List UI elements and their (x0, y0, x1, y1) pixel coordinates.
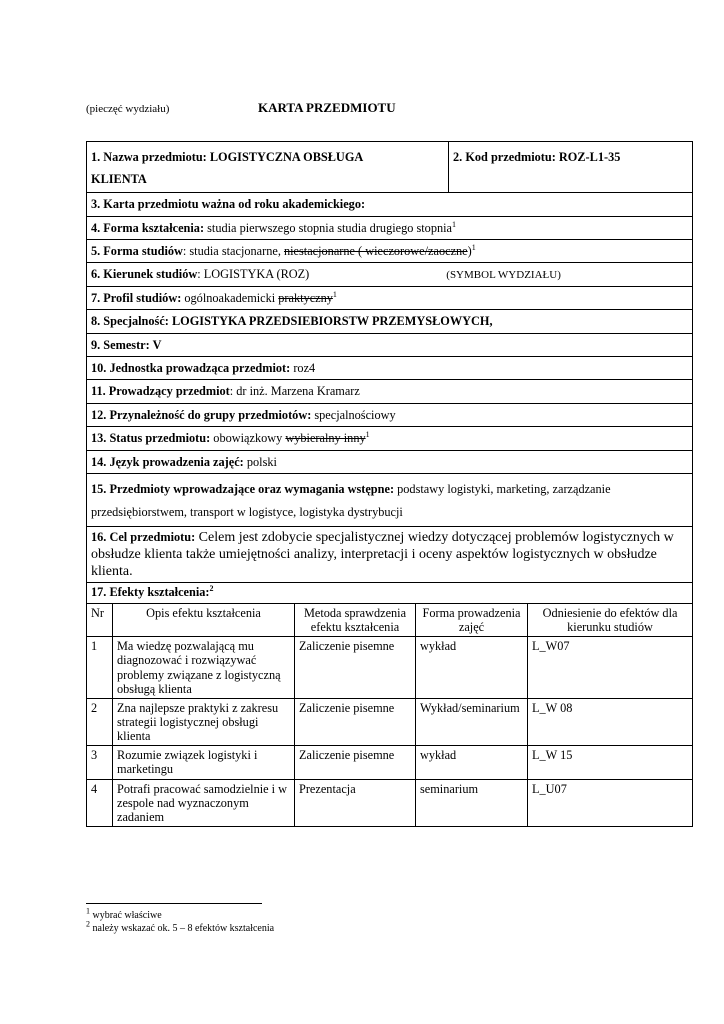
effect-method: Zaliczenie pisemne (295, 746, 416, 779)
education-form-value: studia pierwszego stopnia studia drugiego stopnia (204, 221, 452, 235)
field-value: : LOGISTYKA (ROZ) (197, 267, 310, 281)
effect-desc: Zna najlepsze praktyki z zakresu strategii logistycznej obsługi klienta (113, 698, 295, 745)
objective-value: Celem jest zdobycie specjalistycznej wiedzy dotyczącej problemów logistycznych w obsłudze klienta także umiejętności analizy, interpretacji i oceny aspektów logistycznych w obsłudze klienta. (91, 530, 674, 579)
profile-value: ogólnoakademicki (181, 291, 279, 305)
effect-desc: Rozumie związek logistyki i marketingu (113, 746, 295, 779)
effect-ref: L_U07 (528, 779, 693, 826)
effect-nr: 4 (87, 779, 113, 826)
footnote-number: 1 (86, 906, 90, 916)
semester-label: 9. Semestr: V (91, 338, 162, 352)
row-course-name (87, 142, 693, 193)
effect-nr: 1 (87, 637, 113, 699)
row-education-form (87, 217, 693, 240)
footnote-ref: 1 (471, 242, 476, 252)
study-form-struck: niestacjonarne ( wieczorowe/zaoczne (283, 244, 468, 258)
header-nr: Nr (87, 604, 113, 637)
effect-nr: 3 (87, 746, 113, 779)
row-study-form (87, 240, 693, 263)
group-value: specjalnościowy (311, 408, 396, 422)
header-method: Metoda sprawdzenia efektu kształcenia (295, 604, 416, 637)
effect-desc: Ma wiedzę pozwalającą mu diagnozować i rozwiązywać problemy związane z logistyczną obsługą klienta (113, 637, 295, 699)
row-objective (87, 527, 693, 583)
header-ref: Odniesienie do efektów dla kierunku studiów (528, 604, 693, 637)
effect-ref: L_W 15 (528, 746, 693, 779)
row-valid-year (87, 193, 693, 217)
unit-label: 10. Jednostka prowadząca przedmiot: (91, 361, 291, 375)
row-semester (87, 334, 693, 357)
footnote-text: należy wskazać ok. 5 – 8 efektów kształcenia (90, 923, 275, 934)
status-value: obowiązkowy (210, 431, 286, 445)
effects-header-row (87, 604, 693, 637)
footnote-divider (86, 903, 262, 904)
group-label: 12. Przynależność do grupy przedmiotów: (91, 408, 312, 422)
valid-from-label: 3. Karta przedmiotu ważna od roku akademickiego: (91, 197, 366, 211)
footnote-ref: 1 (332, 289, 337, 299)
row-field (87, 263, 693, 287)
education-form-label: 4. Forma kształcenia: (91, 221, 205, 235)
study-form-label: 5. Forma studiów (91, 244, 183, 258)
effect-desc: Potrafi pracować samodzielnie i w zespole nad wyznaczonym zadaniem (113, 779, 295, 826)
row-unit (87, 357, 693, 380)
footnote-text: wybrać właściwe (90, 910, 162, 921)
effect-ref: L_W 08 (528, 698, 693, 745)
header-form: Forma prowadzenia zajęć (416, 604, 528, 637)
effect-method: Zaliczenie pisemne (295, 637, 416, 699)
row-prerequisites (87, 474, 693, 527)
effect-form: wykład (416, 746, 528, 779)
faculty-stamp-label: (pieczęć wydziału) (86, 103, 170, 115)
prerequisites-value: podstawy logistyki, marketing, zarządzanie (394, 482, 611, 496)
study-form-value: : studia stacjonarne, (182, 244, 284, 258)
header-desc: Opis efektu kształcenia (113, 604, 295, 637)
lecturer-value: : dr inż. Marzena Kramarz (229, 384, 360, 398)
effect-form: seminarium (416, 779, 528, 826)
profile-struck: praktyczny (278, 291, 333, 305)
row-language (87, 451, 693, 474)
row-lecturer (87, 380, 693, 404)
effects-label: 17. Efekty kształcenia: (91, 585, 210, 599)
effect-method: Prezentacja (295, 779, 416, 826)
footnote-ref: 1 (452, 219, 456, 229)
document-title: KARTA PRZEDMIOTU (258, 100, 396, 115)
row-group (87, 404, 693, 427)
prerequisites-value-cont: przedsiębiorstwem, transport w logistyce, logistyka dystrybucji (91, 505, 403, 519)
effect-nr: 2 (87, 698, 113, 745)
row-effects-title (87, 583, 693, 604)
effect-ref: L_W07 (528, 637, 693, 699)
footnote-ref: 2 (209, 583, 214, 593)
effect-form: wykład (416, 637, 528, 699)
objective-label: 16. Cel przedmiotu: (91, 530, 196, 544)
table-row (87, 637, 693, 699)
language-label: 14. Język prowadzenia zajęć: (91, 455, 244, 469)
footnote-number: 2 (86, 919, 90, 929)
course-card-table (86, 141, 693, 827)
status-label: 13. Status przedmiotu: (91, 431, 211, 445)
unit-value: roz4 (290, 361, 316, 375)
lecturer-label: 11. Prowadzący przedmiot (91, 384, 230, 398)
course-name-cont: KLIENTA (91, 172, 147, 186)
footnote-1 (86, 906, 162, 921)
effect-method: Zaliczenie pisemne (295, 698, 416, 745)
course-name: 1. Nazwa przedmiotu: LOGISTYCZNA OBSŁUGA (91, 150, 364, 164)
effect-form: Wykład/seminarium (416, 698, 528, 745)
footnote-ref: 1 (365, 429, 370, 439)
row-status (87, 427, 693, 451)
table-row (87, 698, 693, 745)
course-code: 2. Kod przedmiotu: ROZ-L1-35 (453, 150, 621, 164)
footnote-2 (86, 919, 275, 934)
row-profile (87, 287, 693, 310)
study-form-tail: ) (467, 244, 472, 258)
table-row (87, 779, 693, 826)
status-struck: wybieralny inny (285, 431, 366, 445)
profile-label: 7. Profil studiów: (91, 291, 182, 305)
table-row (87, 746, 693, 779)
faculty-symbol: (SYMBOL WYDZIAŁU) (446, 269, 561, 281)
specialty-label: 8. Specjalność: LOGISTYKA PRZEDSIEBIORSTW PRZEMYSŁOWYCH, (91, 314, 493, 328)
field-label: 6. Kierunek studiów (91, 267, 198, 281)
prerequisites-label: 15. Przedmioty wprowadzające oraz wymagania wstępne: (91, 482, 395, 496)
language-value: polski (243, 455, 277, 469)
row-specialty (87, 310, 693, 334)
